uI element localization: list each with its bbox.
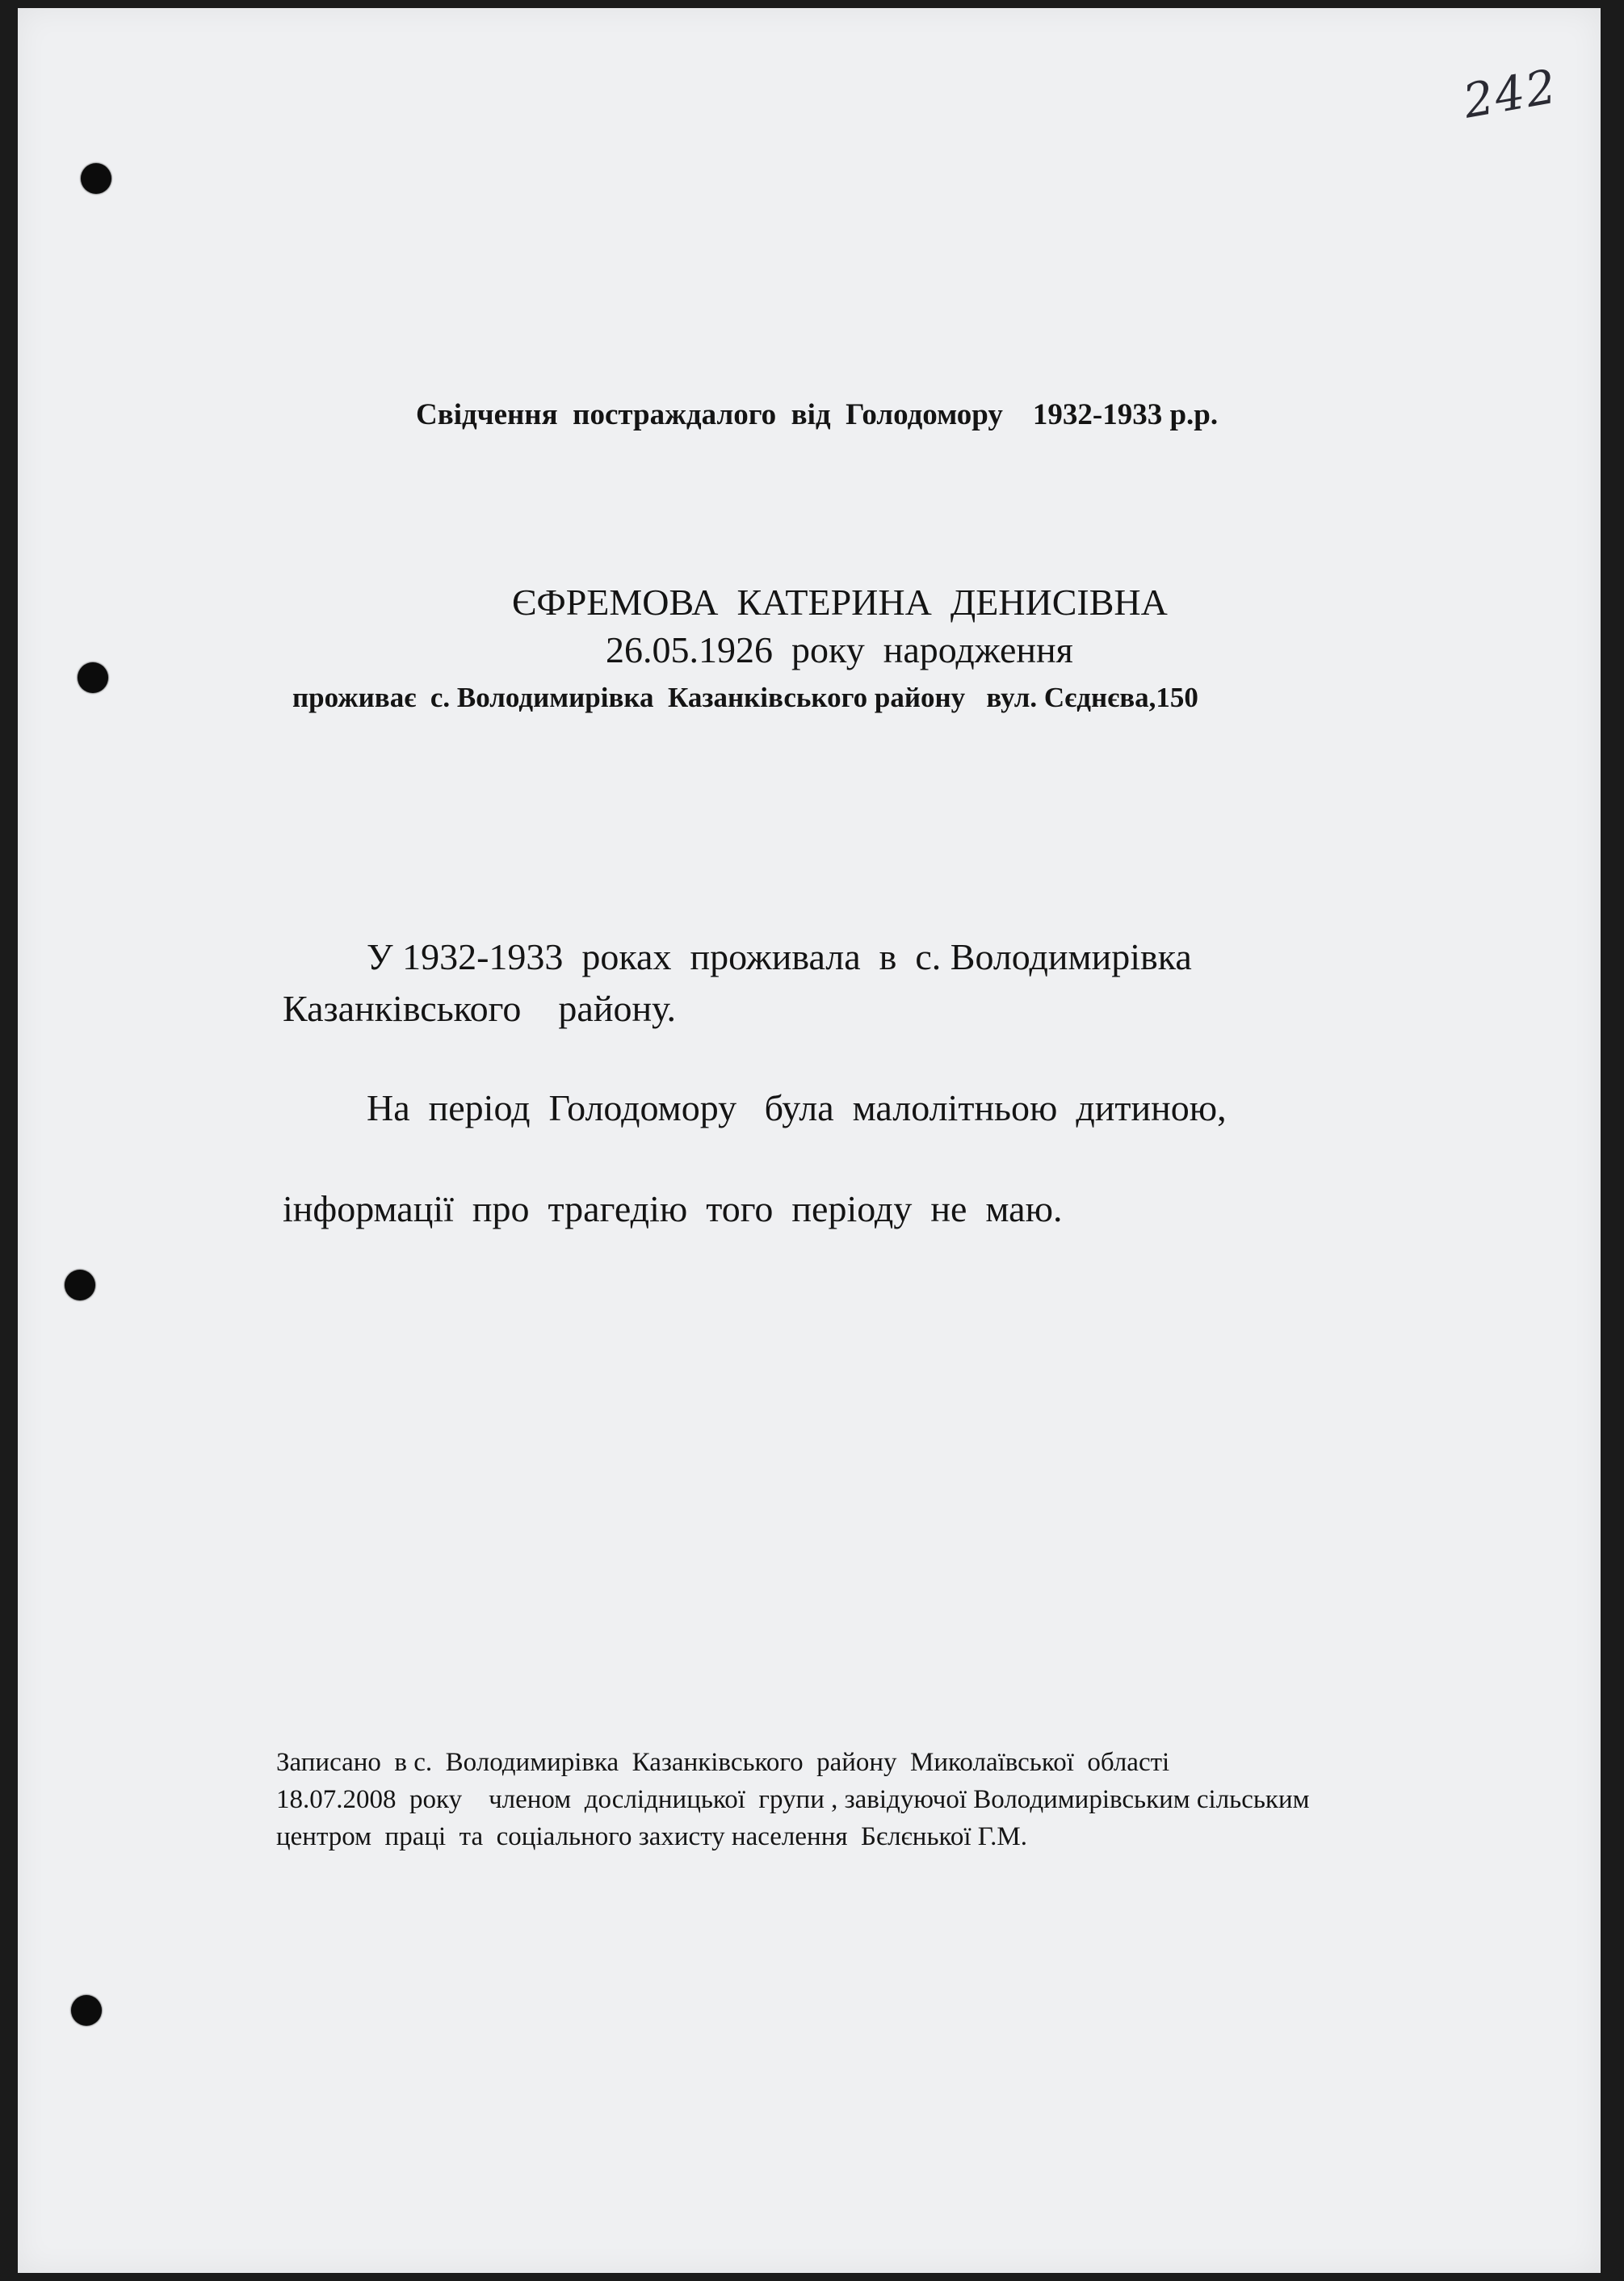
testimony-line: На період Голодомору була малолітньою дитиною, — [367, 1087, 1227, 1128]
punch-hole — [71, 1995, 102, 2026]
document-title: Свідчення постраждалого від Голодомору 1932-1933 р.р. — [416, 398, 1219, 431]
punch-hole — [78, 662, 108, 693]
footer-note-line: 18.07.2008 року членом дослідницької групи , завідуючої Володимирівським сільським — [276, 1785, 1310, 1814]
punch-hole — [65, 1270, 95, 1300]
footer-note-line: Записано в с. Володимирівка Казанківського району Миколаївської області — [276, 1748, 1170, 1777]
footer-note-line: центром праці та соціального захисту населення Бєлєнької Г.М. — [276, 1822, 1027, 1851]
person-name: ЄФРЕМОВА КАТЕРИНА ДЕНИСІВНА — [512, 582, 1168, 623]
document-page — [18, 8, 1601, 2273]
handwritten-page-number: 242 — [1458, 58, 1562, 129]
testimony-line: інформації про трагедію того періоду не маю. — [283, 1188, 1063, 1229]
person-birth-date: 26.05.1926 року народження — [606, 629, 1073, 670]
testimony-line: Казанківського району. — [283, 988, 676, 1029]
punch-hole — [81, 163, 111, 194]
person-address: проживає с. Володимирівка Казанківського району вул. Сєднєва,150 — [292, 682, 1198, 713]
testimony-line: У 1932-1933 роках проживала в с. Володимирівка — [367, 936, 1192, 977]
